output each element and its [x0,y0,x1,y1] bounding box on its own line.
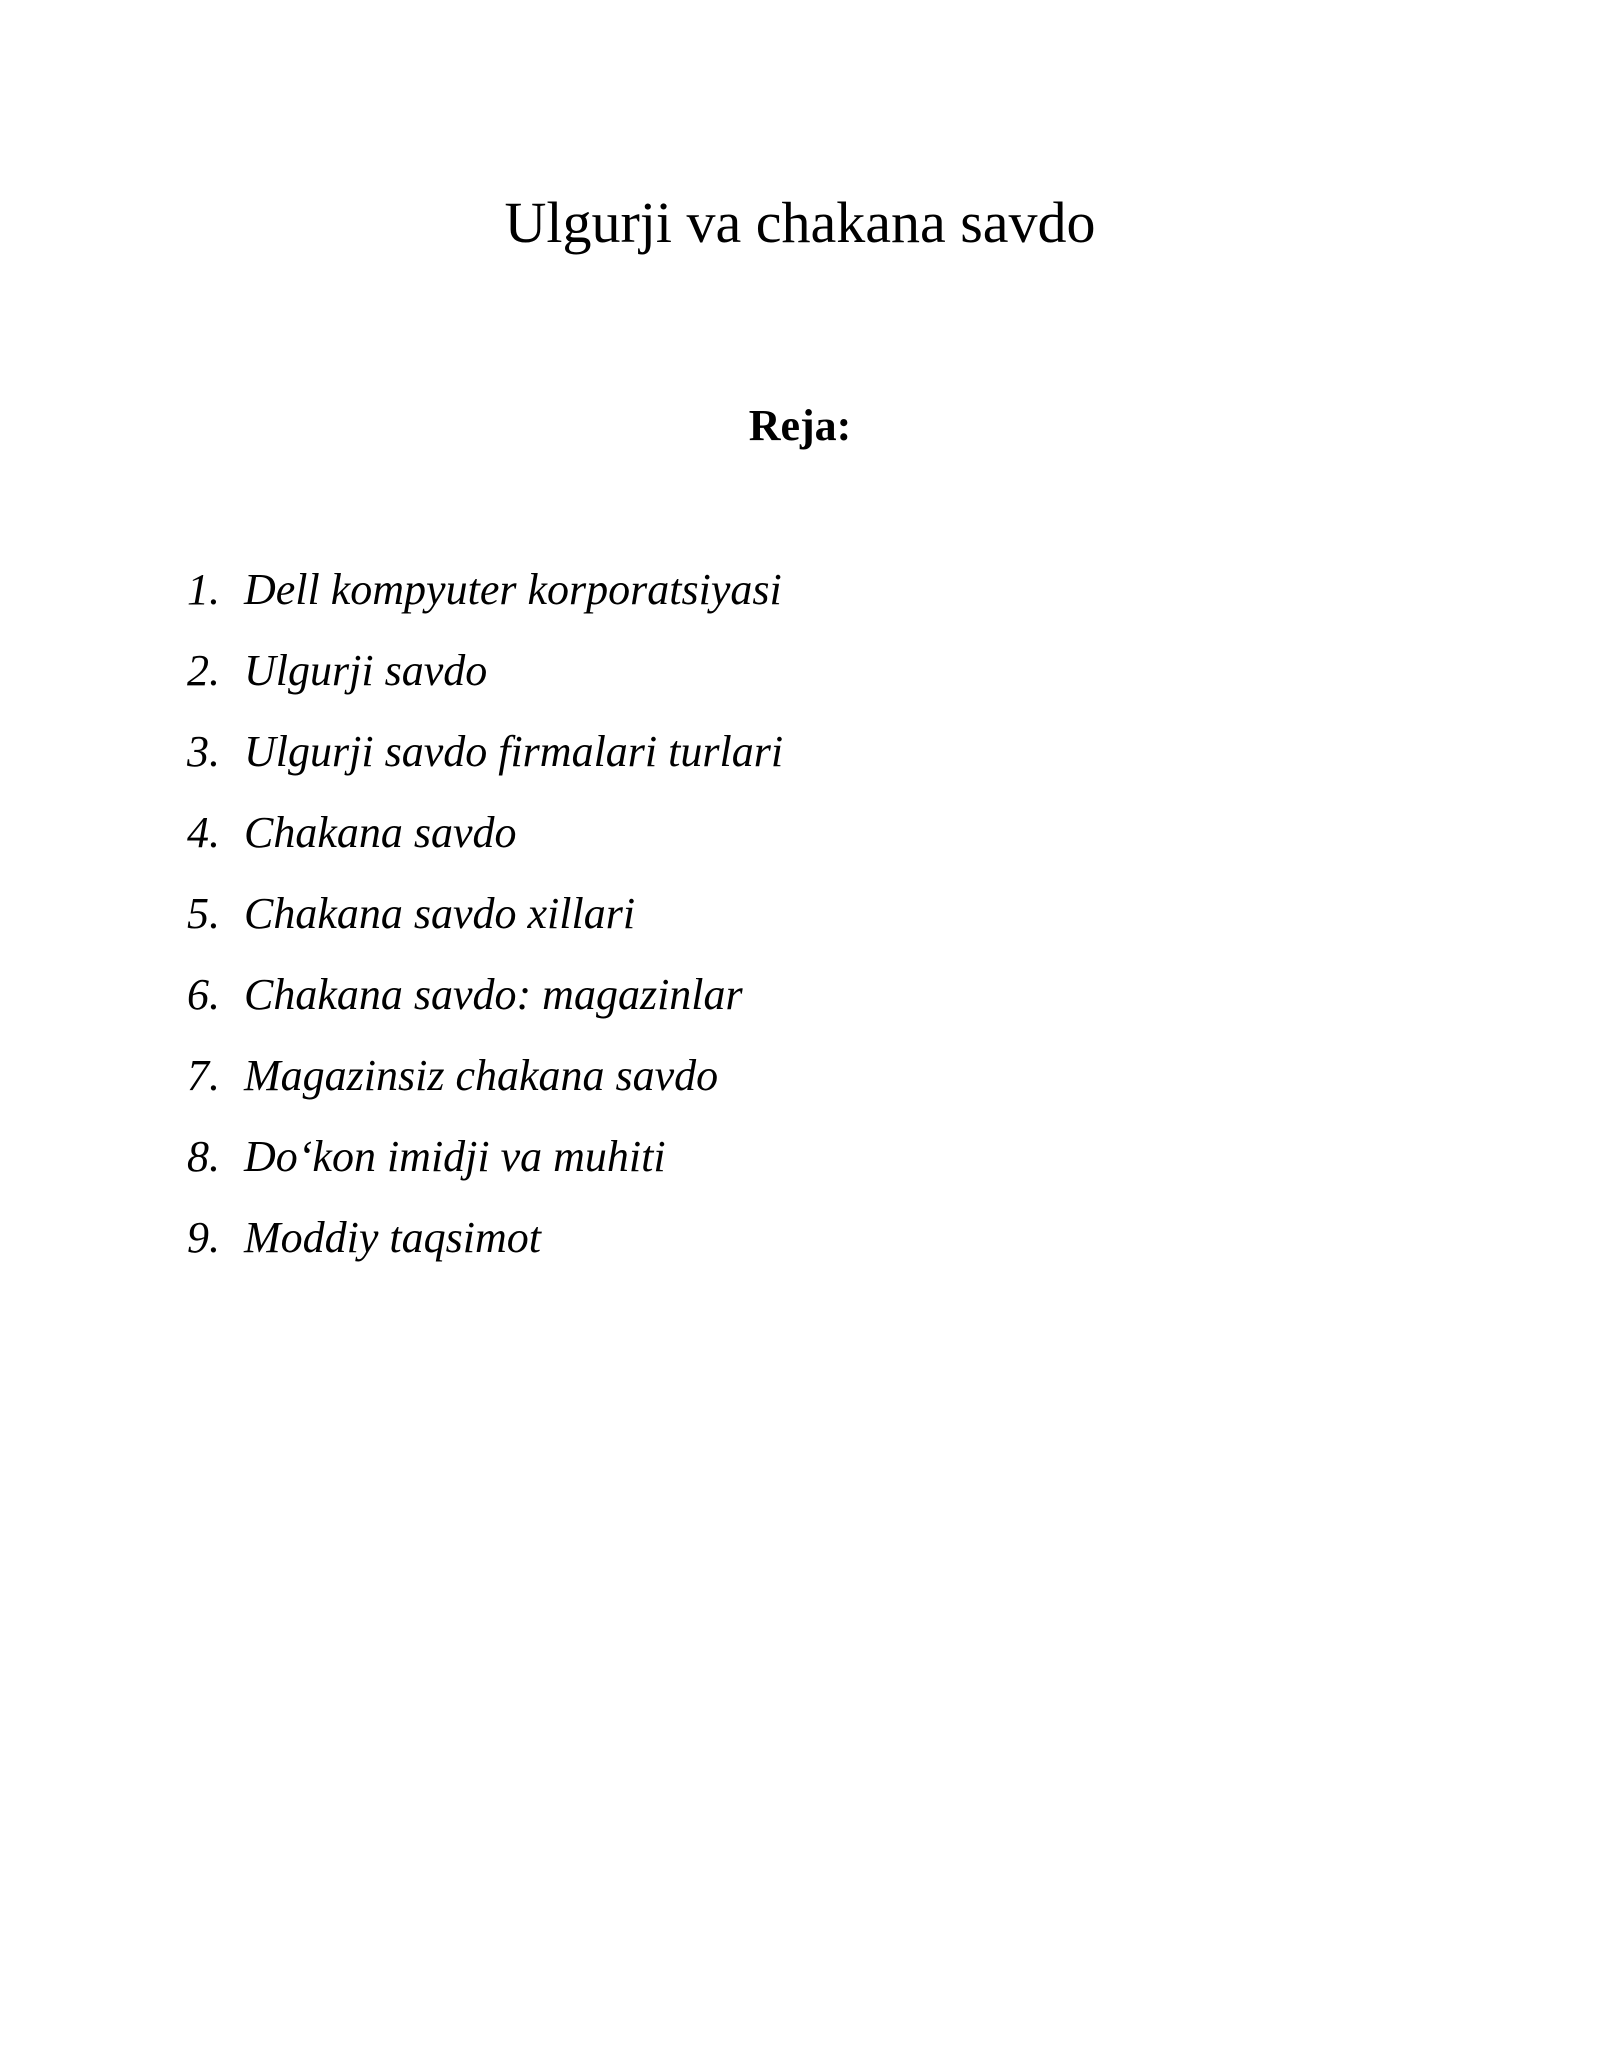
plan-item-number: 4. [187,808,220,857]
plan-item-text: Chakana savdo [244,808,517,857]
plan-item-number: 7. [187,1051,220,1100]
plan-item-number: 9. [187,1213,220,1262]
plan-item-text: Do‘kon imidji va muhiti [244,1132,666,1181]
document-title: Ulgurji va chakana savdo [504,190,1096,255]
plan-item-text: Ulgurji savdo [244,646,488,695]
plan-item-text: Dell kompyuter korporatsiyasi [244,565,782,614]
plan-item-text: Magazinsiz chakana savdo [244,1051,719,1100]
plan-item-number: 1. [187,565,220,614]
plan-item-number: 5. [187,889,220,938]
plan-item-number: 3. [187,727,220,776]
plan-item-text: Chakana savdo: magazinlar [244,970,743,1019]
plan-item-text: Chakana savdo xillari [244,889,636,938]
plan-item-number: 6. [187,970,220,1019]
plan-heading: Reja: [748,401,852,450]
plan-item-text: Ulgurji savdo firmalari turlari [244,727,784,776]
plan-item-number: 2. [187,646,220,695]
plan-item-text: Moddiy taqsimot [244,1213,541,1262]
plan-item-number: 8. [187,1132,220,1181]
